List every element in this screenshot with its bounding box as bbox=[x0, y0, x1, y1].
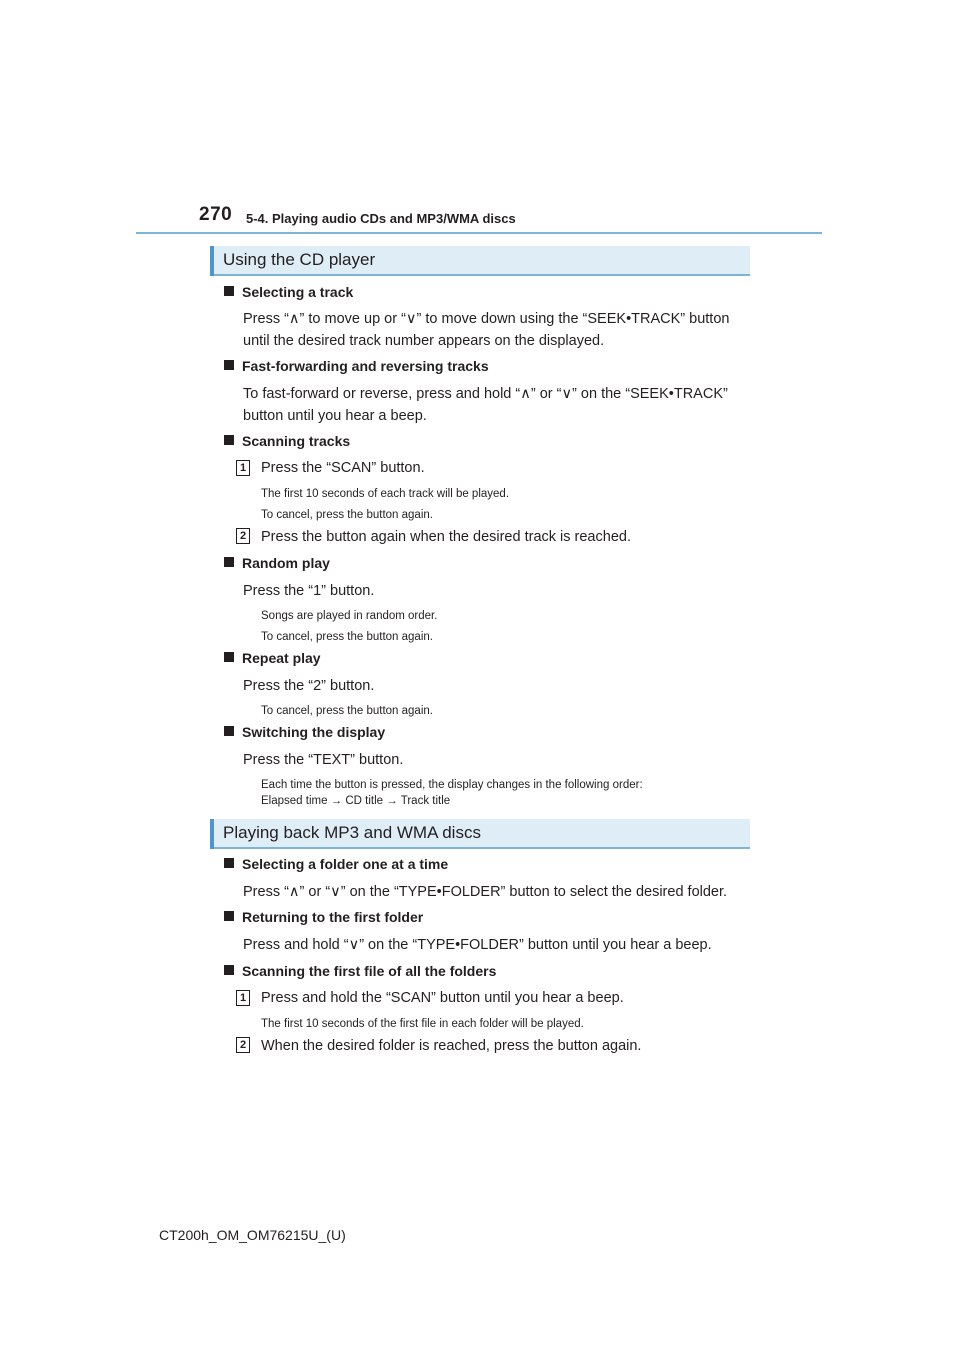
square-bullet-icon bbox=[224, 726, 234, 736]
square-bullet-icon bbox=[224, 360, 234, 370]
subheading-ff-reverse: Fast-forwarding and reversing tracks bbox=[224, 358, 489, 374]
step-number-badge: 2 bbox=[236, 528, 250, 544]
note: The first 10 seconds of each track will be played. bbox=[261, 488, 510, 500]
note: To cancel, press the button again. bbox=[261, 509, 433, 521]
subheading-switching-display: Switching the display bbox=[224, 724, 385, 740]
page-number: 270 bbox=[199, 204, 233, 225]
note: To cancel, press the button again. bbox=[261, 705, 433, 717]
subheading-scanning-folders: Scanning the first file of all the folders bbox=[224, 963, 496, 979]
section-heading-mp3-wma bbox=[210, 819, 750, 849]
paragraph: Press “∧” to move up or “∨” to move down using the “SEEK•TRACK” button until the desired track number appears on the displayed. bbox=[243, 311, 730, 349]
paragraph: Press and hold “∨” on the “TYPE•FOLDER” button until you hear a beep. bbox=[243, 937, 712, 953]
paragraph: Press the “TEXT” button. bbox=[243, 752, 404, 768]
paragraph: Press “∧” or “∨” on the “TYPE•FOLDER” button to select the desired folder. bbox=[243, 884, 728, 900]
step-text: Press and hold the “SCAN” button until you hear a beep. bbox=[261, 990, 624, 1006]
step-text: When the desired folder is reached, press the button again. bbox=[261, 1038, 642, 1054]
square-bullet-icon bbox=[224, 858, 234, 868]
header-rule bbox=[136, 232, 822, 234]
subheading-random-play: Random play bbox=[224, 555, 330, 571]
square-bullet-icon bbox=[224, 652, 234, 662]
note: Songs are played in random order. bbox=[261, 610, 438, 622]
subheading-selecting-folder: Selecting a folder one at a time bbox=[224, 856, 448, 872]
subheading-scanning: Scanning tracks bbox=[224, 433, 350, 449]
subheading-selecting-track: Selecting a track bbox=[224, 284, 353, 300]
section-title: Playing back MP3 and WMA discs bbox=[223, 823, 481, 842]
square-bullet-icon bbox=[224, 435, 234, 445]
step-number-badge: 1 bbox=[236, 460, 250, 476]
step-number-badge: 2 bbox=[236, 1037, 250, 1053]
square-bullet-icon bbox=[224, 286, 234, 296]
note: The first 10 seconds of the first file in each folder will be played. bbox=[261, 1018, 584, 1030]
subheading-first-folder: Returning to the first folder bbox=[224, 909, 423, 925]
section-heading-cd-player bbox=[210, 246, 750, 276]
step-text: Press the button again when the desired track is reached. bbox=[261, 529, 631, 545]
paragraph: Press the “2” button. bbox=[243, 678, 375, 694]
paragraph: Press the “1” button. bbox=[243, 583, 375, 599]
page-header bbox=[0, 0, 960, 240]
note: To cancel, press the button again. bbox=[261, 631, 433, 643]
section-title: Using the CD player bbox=[223, 250, 376, 269]
note: Each time the button is pressed, the display changes in the following order: bbox=[261, 779, 643, 791]
square-bullet-icon bbox=[224, 557, 234, 567]
square-bullet-icon bbox=[224, 965, 234, 975]
square-bullet-icon bbox=[224, 911, 234, 921]
paragraph: To fast-forward or reverse, press and hold “∧” or “∨” on the “SEEK•TRACK” button until you hear a beep. bbox=[243, 386, 728, 424]
note: Elapsed time → CD title → Track title bbox=[261, 795, 451, 807]
subheading-repeat-play: Repeat play bbox=[224, 650, 321, 666]
footer-code: CT200h_OM_OM76215U_(U) bbox=[159, 1227, 346, 1243]
step-number-badge: 1 bbox=[236, 990, 250, 1006]
step-text: Press the “SCAN” button. bbox=[261, 460, 425, 476]
chapter-title: 5-4. Playing audio CDs and MP3/WMA discs bbox=[246, 211, 516, 226]
